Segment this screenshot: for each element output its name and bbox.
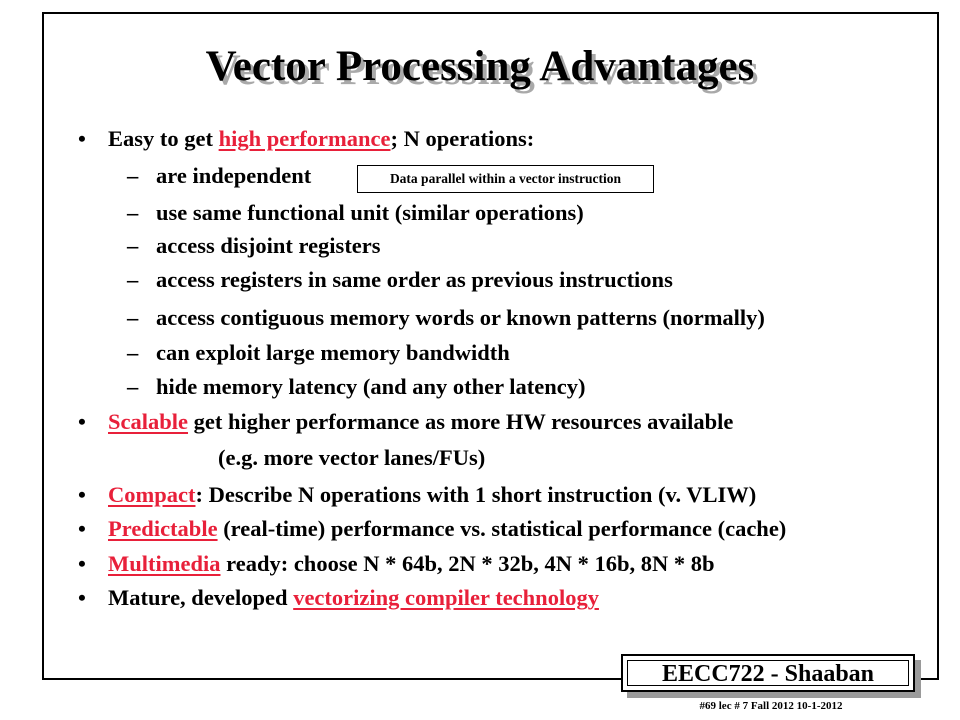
dash-marker: – [127,200,139,225]
bullet-marker: • [78,585,86,610]
bullet-text: : Describe N operations with 1 short instruction (v. VLIW) [195,482,757,507]
highlight-high-performance: high performance [218,126,391,151]
footer-info: #69 lec # 7 Fall 2012 10-1-2012 [699,700,843,712]
dash-marker: – [127,374,139,399]
branding-label: EECC722 - Shaaban [627,660,909,686]
bullet-text: get higher performance as more HW resources available [188,409,734,434]
slide-title: Vector Processing Advantages [205,43,755,90]
bullet-text: Mature, developed [108,585,294,610]
highlight-vectorizing-compiler: vectorizing compiler technology [293,585,599,610]
highlight-compact: Compact [108,482,196,507]
sub-item-register-order: access registers in same order as previous instructions [156,267,673,292]
sub-item-disjoint-registers: access disjoint registers [156,233,381,258]
branding-box [621,654,915,692]
highlight-multimedia: Multimedia [108,551,221,576]
dash-marker: – [127,305,139,330]
bullet-marker: • [78,551,86,576]
dash-marker: – [127,267,139,292]
bullet-compact [108,482,756,508]
dash-marker: – [127,340,139,365]
bullet-text: Easy to get [108,126,219,151]
highlight-predictable: Predictable [108,516,218,541]
bullet-mature [108,585,599,611]
bullet-text: (real-time) performance vs. statistical performance (cache) [217,516,787,541]
bullet-easy-performance [108,126,534,152]
dash-marker: – [127,163,139,188]
callout-box: Data parallel within a vector instruction [357,165,654,193]
bullet-marker: • [78,126,86,151]
sub-item-independent: are independent [156,163,312,188]
bullet-text: ready: choose N * 64b, 2N * 32b, 4N * 16b, 8N * 8b [220,551,715,576]
bullet-marker: • [78,516,86,541]
sub-item-contiguous-memory: access contiguous memory words or known patterns (normally) [156,305,765,330]
sub-item-memory-bandwidth: can exploit large memory bandwidth [156,340,510,365]
bullet-predictable [108,516,786,542]
sub-item-functional-unit: use same functional unit (similar operations) [156,200,584,225]
sub-item-memory-latency: hide memory latency (and any other latency) [156,374,586,399]
bullet-marker: • [78,482,86,507]
bullet-marker: • [78,409,86,434]
highlight-scalable: Scalable [108,409,189,434]
bullet-scalable [108,409,733,435]
bullet-scalable-continuation: (e.g. more vector lanes/FUs) [218,445,486,470]
bullet-text: ; N operations: [390,126,535,151]
bullet-multimedia [108,551,715,577]
dash-marker: – [127,233,139,258]
